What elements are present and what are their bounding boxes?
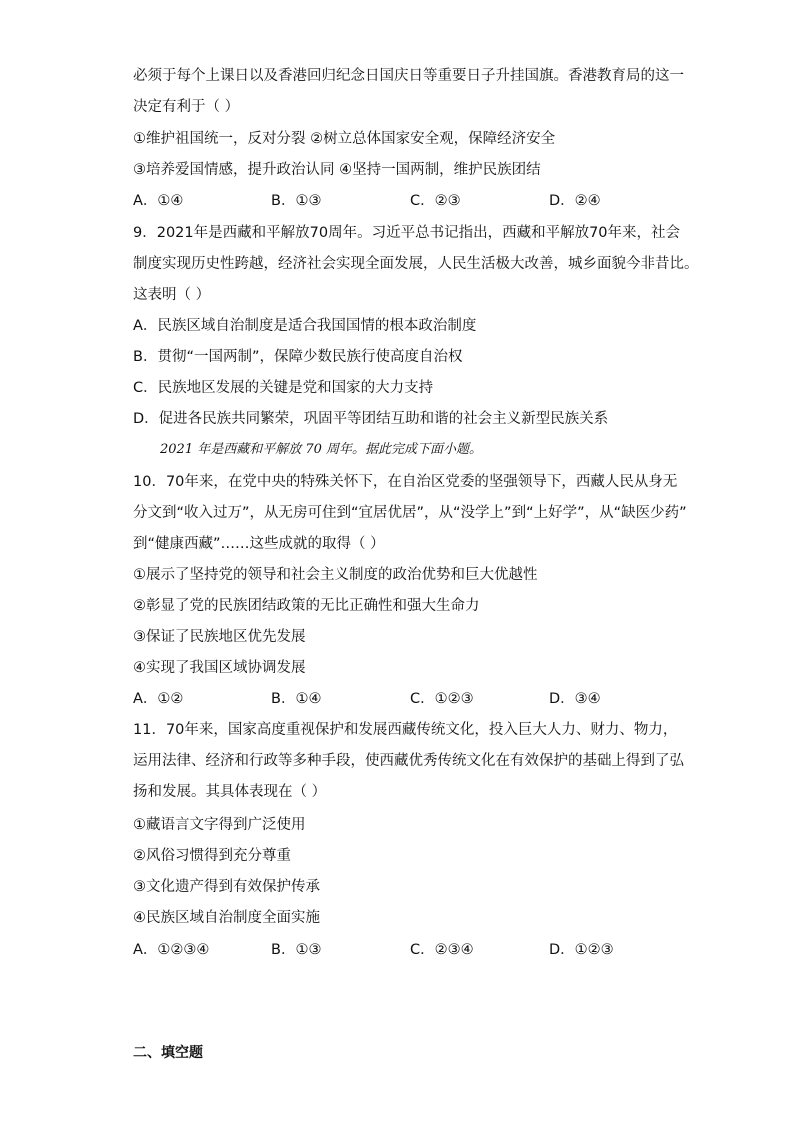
q9-stem-line-2: 制度实现历史性跨越，经济社会实现全面发展，人民生活极大改善，城乡面貌今非昔比。 <box>133 256 699 272</box>
q10-stem-line-2: 分文到“收入过万”，从无房可住到“宜居优居”，从“没学上”到“上好学”，从“缺医少药” <box>133 505 687 521</box>
q8-statements-row-2: ③培养爱国情感，提升政治认同 ④坚持一国两制，维护民族团结 <box>133 162 541 178</box>
group-note: 2021 年是西藏和平解放 70 周年。据此完成下面小题。 <box>160 442 483 457</box>
q11-option-d: D．①②③ <box>549 942 614 958</box>
q10-option-c: C．①②③ <box>410 691 474 707</box>
q10-stem-line-3: 到“健康西藏”……这些成就的取得（ ） <box>133 536 385 552</box>
q8-statements-row-1: ①维护祖国统一，反对分裂 ②树立总体国家安全观，保障经济安全 <box>133 131 556 147</box>
q8-option-d: D．②④ <box>549 193 601 209</box>
q10-statement-1: ①展示了坚持党的领导和社会主义制度的政治优势和巨大优越性 <box>133 567 538 583</box>
q10-statement-3: ③保证了民族地区优先发展 <box>133 629 306 645</box>
q11-statement-1: ①藏语言文字得到广泛使用 <box>133 817 306 833</box>
q8-option-c: C．②③ <box>410 193 461 209</box>
q11-stem-line-2: 运用法律、经济和行政等多种手段，使西藏优秀传统文化在有效保护的基础上得到了弘 <box>133 753 684 769</box>
q11-option-b: B．①③ <box>271 942 322 958</box>
section-heading-fill-in: 二、填空题 <box>133 1045 203 1061</box>
q9-option-b: B．贯彻“一国两制”，保障少数民族行使高度自治权 <box>133 349 463 365</box>
q8-option-a: A．①④ <box>133 193 184 209</box>
q10-option-b: B．①④ <box>271 691 322 707</box>
q11-statement-3: ③文化遗产得到有效保护传承 <box>133 879 320 895</box>
q9-stem-line-3: 这表明（ ） <box>133 287 211 303</box>
q11-option-a: A．①②③④ <box>133 942 210 958</box>
q10-statement-2: ②彰显了党的民族团结政策的无比正确性和强大生命力 <box>133 598 480 614</box>
q9-option-a: A．民族区域自治制度是适合我国国情的根本政治制度 <box>133 318 477 334</box>
q9-option-d: D．促进各民族共同繁荣，巩固平等团结互助和谐的社会主义新型民族关系 <box>133 411 609 427</box>
q11-stem-line-3: 扬和发展。其具体表现在（ ） <box>133 784 327 800</box>
q11-statement-4: ④民族区域自治制度全面实施 <box>133 910 320 926</box>
q8-stem-line-2: 决定有利于（ ） <box>133 99 240 115</box>
q10-option-a: A．①② <box>133 691 184 707</box>
q11-stem-line-1: 11．70年来，国家高度重视保护和发展西藏传统文化，投入巨大人力、财力、物力， <box>133 722 678 738</box>
q11-statement-2: ②风俗习惯得到充分尊重 <box>133 848 291 864</box>
q10-option-d: D．③④ <box>549 691 601 707</box>
q10-statement-4: ④实现了我国区域协调发展 <box>133 660 306 676</box>
q9-option-c: C．民族地区发展的关键是党和国家的大力支持 <box>133 380 434 396</box>
q9-stem-line-1: 9．2021年是西藏和平解放70周年。习近平总书记指出，西藏和平解放70年来，社会 <box>133 225 681 241</box>
q10-stem-line-1: 10．70年来，在党中央的特殊关怀下，在自治区党委的坚强领导下，西藏人民从身无 <box>133 474 678 490</box>
q8-option-b: B．①③ <box>271 193 322 209</box>
q11-option-c: C．②③④ <box>410 942 474 958</box>
q8-stem-line-1: 必须于每个上课日以及香港回归纪念日国庆日等重要日子升挂国旗。香港教育局的这一 <box>133 68 684 84</box>
